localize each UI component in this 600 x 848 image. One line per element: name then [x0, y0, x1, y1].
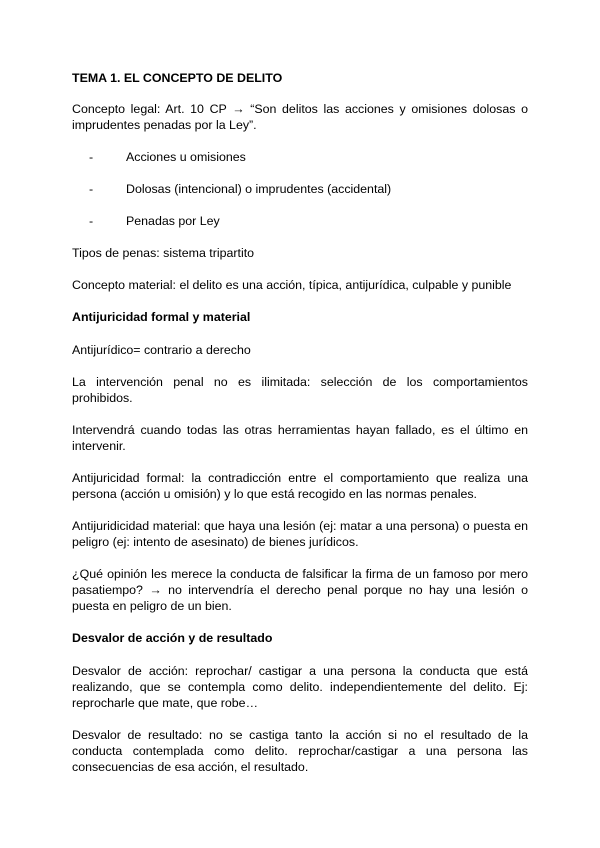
list-item: [89, 213, 528, 229]
elements-list: [72, 149, 528, 229]
paragraph: Antijuridicidad material: que haya una lesión (ej: matar a una persona) o puesta en peligro (ej: intento de asesinato) de bienes jurídicos.: [72, 519, 528, 549]
document-title: TEMA 1. EL CONCEPTO DE DELITO: [72, 71, 283, 85]
tipos-penas-paragraph: Tipos de penas: sistema tripartito: [72, 246, 255, 260]
paragraph: Desvalor de resultado: no se castiga tanto la acción si no el resultado de la conducta contemplada como delito. reprochar/castigar a una persona las consecuencias de esa acción, el resultado.: [72, 728, 528, 774]
concepto-material-paragraph: Concepto material: el delito es una acción, típica, antijurídica, culpable y punible: [72, 278, 512, 292]
list-item: [89, 149, 528, 165]
paragraph: ¿Qué opinión les merece la conducta de falsificar la firma de un famoso por mero pasatiempo? → no intervendría el derecho penal porque no hay una lesión o puesta en peligro de un bien.: [72, 567, 528, 613]
list-item-text: Penadas por Ley: [126, 214, 220, 228]
list-dash: -: [89, 150, 94, 164]
list-item-text: Acciones u omisiones: [126, 150, 246, 164]
paragraph: Antijuricidad formal: la contradicción entre el comportamiento que realiza una persona (acción u omisión) y lo que está recogido en las normas penales.: [72, 471, 528, 501]
section-heading-antijuricidad: Antijuricidad formal y material: [72, 310, 251, 324]
section-heading-desvalor: Desvalor de acción y de resultado: [72, 631, 273, 645]
concepto-legal-paragraph: Concepto legal: Art. 10 CP → “Son delitos las acciones y omisiones dolosas o imprudentes penadas por la Ley”.: [72, 102, 528, 132]
paragraph: Desvalor de acción: reprochar/ castigar a una persona la conducta que está realizando, que se contempla como delito. independientemente del delito. Ej: reprocharle que mate, que robe…: [72, 664, 528, 710]
list-dash: -: [89, 214, 94, 228]
paragraph: Intervendrá cuando todas las otras herramientas hayan fallado, es el último en intervenir.: [72, 423, 528, 453]
list-item-text: Dolosas (intencional) o imprudentes (accidental): [126, 182, 392, 196]
paragraph: La intervención penal no es ilimitada: selección de los comportamientos prohibidos.: [72, 375, 528, 405]
list-item: [89, 181, 528, 197]
list-dash: -: [89, 182, 94, 196]
paragraph: Antijurídico= contrario a derecho: [72, 343, 251, 357]
